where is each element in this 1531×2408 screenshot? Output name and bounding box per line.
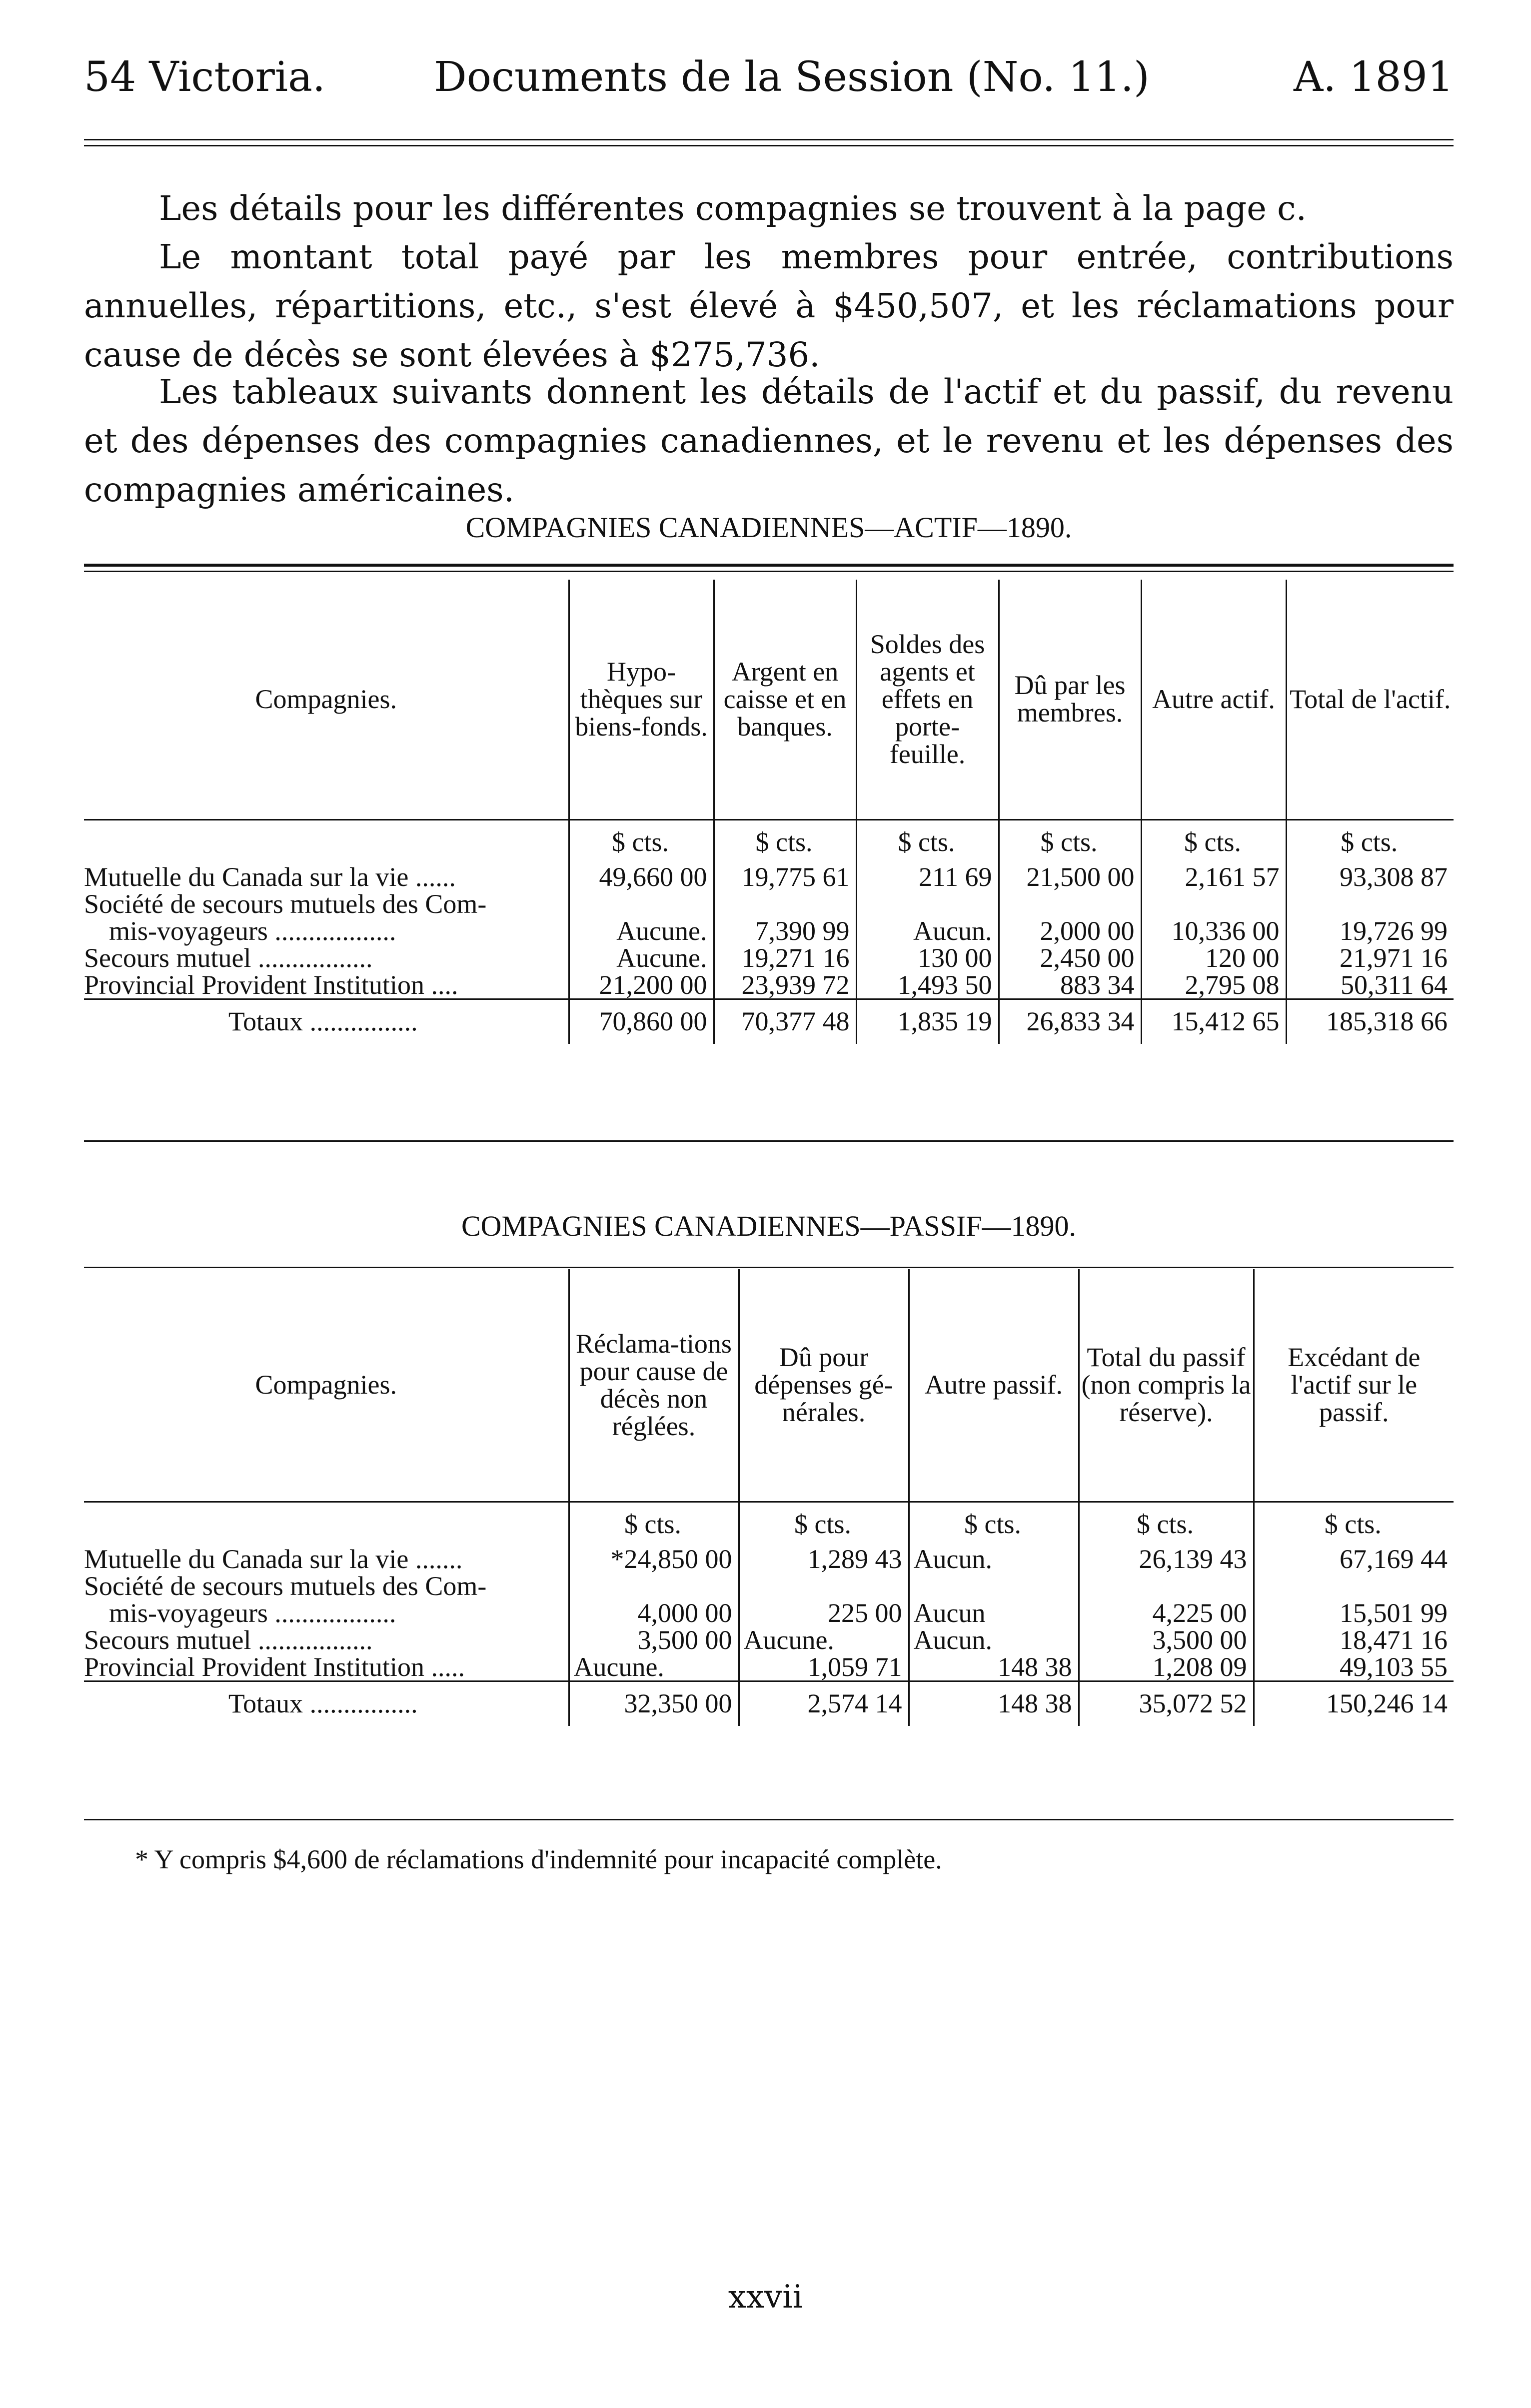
cell-value	[1141, 890, 1286, 917]
cell-value: 148 38	[909, 1653, 1079, 1681]
cell-value: 19,775 61	[714, 863, 856, 890]
cell-value: 2,161 57	[1141, 863, 1286, 890]
actif-units-row	[84, 819, 1454, 863]
col-total-actif: Total de l'actif.	[1286, 580, 1454, 819]
header-rule-double	[84, 145, 1454, 146]
cell-value	[856, 890, 999, 917]
units-cell: $ cts.	[739, 1502, 909, 1546]
passif-top-rule	[84, 1267, 1454, 1268]
page-number: xxvii	[728, 2279, 803, 2316]
total-value: 15,412 65	[1141, 999, 1286, 1044]
totals-row	[84, 1681, 1454, 1726]
units-cell	[84, 819, 569, 863]
table-row	[84, 863, 1454, 890]
total-value: 70,377 48	[714, 999, 856, 1044]
cell-value: 15,501 99	[1254, 1600, 1454, 1626]
units-cell: $ cts.	[714, 819, 856, 863]
cell-value: 21,200 00	[569, 971, 714, 999]
col-du-par-membres: Dû par les membres.	[999, 580, 1141, 819]
actif-table	[84, 580, 1454, 1044]
cell-value: 130 00	[856, 944, 999, 971]
totals-label: Totaux ................	[228, 1688, 418, 1718]
cell-value: 19,271 16	[714, 944, 856, 971]
col-compagnies: Compagnies.	[84, 580, 569, 819]
total-value: 35,072 52	[1079, 1681, 1254, 1726]
header-session: 54 Victoria.	[84, 53, 326, 101]
total-value: 26,833 34	[999, 999, 1141, 1044]
table-row	[84, 890, 1454, 917]
company-name: mis-voyageurs ..................	[109, 915, 396, 946]
passif-units-row	[84, 1502, 1454, 1546]
col-soldes: Soldes des agents et effets en porte-feuille.	[856, 580, 999, 819]
cell-value	[739, 1573, 909, 1600]
cell-value: 120 00	[1141, 944, 1286, 971]
footnote: * Y compris $4,600 de réclamations d'indemnité pour incapacité complète.	[135, 1844, 942, 1874]
cell-value: 1,208 09	[1079, 1653, 1254, 1681]
col-total-passif: Total du passif (non compris la réserve).	[1079, 1269, 1254, 1502]
col-reclamations: Réclama-tions pour cause de décès non réglées.	[569, 1269, 739, 1502]
company-name: Provincial Provident Institution .....	[84, 1653, 569, 1681]
cell-value: 2,000 00	[999, 917, 1141, 944]
cell-value: 3,500 00	[569, 1626, 739, 1653]
company-name: mis-voyageurs ..................	[109, 1598, 396, 1628]
cell-value	[909, 1573, 1079, 1600]
actif-bottom-rule	[84, 1140, 1454, 1142]
intro-paragraph-3: Les tableaux suivants donnent les détails de l'actif et du passif, du revenu et des dépenses des compagnies canadiennes, et le revenu et les dépenses des compagnies américaines.	[84, 372, 1454, 509]
passif-header-row	[84, 1269, 1454, 1502]
cell-value: Aucun.	[909, 1546, 1079, 1573]
units-cell: $ cts.	[999, 819, 1141, 863]
cell-value	[1079, 1573, 1254, 1600]
col-hypotheques: Hypo-thèques sur biens-fonds.	[569, 580, 714, 819]
cell-value: 50,311 64	[1286, 971, 1454, 999]
cell-value	[1254, 1573, 1454, 1600]
cell-value	[569, 1573, 739, 1600]
table-row	[84, 1600, 1454, 1626]
cell-value: 7,390 99	[714, 917, 856, 944]
units-cell: $ cts.	[569, 819, 714, 863]
cell-value: 21,971 16	[1286, 944, 1454, 971]
table-row	[84, 1653, 1454, 1681]
cell-value: Aucune.	[569, 917, 714, 944]
units-cell: $ cts.	[856, 819, 999, 863]
col-compagnies: Compagnies.	[84, 1269, 569, 1502]
units-cell: $ cts.	[569, 1502, 739, 1546]
cell-value: 21,500 00	[999, 863, 1141, 890]
company-name: Société de secours mutuels des Com-	[84, 888, 487, 919]
cell-value: 1,059 71	[739, 1653, 909, 1681]
col-argent: Argent en caisse et en banques.	[714, 580, 856, 819]
total-value: 185,318 66	[1286, 999, 1454, 1044]
cell-value: 49,660 00	[569, 863, 714, 890]
company-name: Provincial Provident Institution ....	[84, 971, 569, 999]
passif-table-title: COMPAGNIES CANADIENNES—PASSIF—1890.	[461, 1210, 1077, 1242]
actif-header-row	[84, 580, 1454, 819]
units-cell: $ cts.	[1254, 1502, 1454, 1546]
header-year: A. 1891	[1293, 53, 1454, 101]
cell-value: 4,000 00	[569, 1600, 739, 1626]
col-autre-passif: Autre passif.	[909, 1269, 1079, 1502]
cell-value	[569, 890, 714, 917]
cell-value: 23,939 72	[714, 971, 856, 999]
cell-value: 10,336 00	[1141, 917, 1286, 944]
cell-value: 2,795 08	[1141, 971, 1286, 999]
total-value: 2,574 14	[739, 1681, 909, 1726]
cell-value: 67,169 44	[1254, 1546, 1454, 1573]
units-cell: $ cts.	[1141, 819, 1286, 863]
units-cell: $ cts.	[1286, 819, 1454, 863]
company-name: Société de secours mutuels des Com-	[84, 1571, 487, 1601]
cell-value: Aucune.	[739, 1626, 909, 1653]
cell-value: 26,139 43	[1079, 1546, 1254, 1573]
cell-value: 1,289 43	[739, 1546, 909, 1573]
cell-value: 3,500 00	[1079, 1626, 1254, 1653]
company-name: Secours mutuel .................	[84, 942, 373, 973]
totals-label: Totaux ................	[228, 1006, 418, 1036]
cell-value	[714, 890, 856, 917]
company-name: Mutuelle du Canada sur la vie .......	[84, 1544, 463, 1574]
units-cell: $ cts.	[1079, 1502, 1254, 1546]
cell-value: *24,850 00	[569, 1546, 739, 1573]
intro-paragraph-2: Le montant total payé par les membres pour entrée, contributions annuelles, répartitions, etc., s'est élevé à $450,507, et les réclamations pour cause de décès se sont élevées à $275,736.	[84, 237, 1454, 374]
company-name: Mutuelle du Canada sur la vie ......	[84, 861, 456, 892]
actif-top-rule	[84, 564, 1454, 567]
cell-value: Aucune.	[569, 1653, 739, 1681]
intro-paragraph-1: Les détails pour les différentes compagnies se trouvent à la page c.	[159, 189, 1307, 228]
header-rule	[84, 139, 1454, 140]
totals-row	[84, 999, 1454, 1044]
page-header	[84, 50, 1454, 105]
table-row	[84, 971, 1454, 999]
cell-value: 883 34	[999, 971, 1141, 999]
col-autre-actif: Autre actif.	[1141, 580, 1286, 819]
cell-value	[999, 890, 1141, 917]
cell-value: 49,103 55	[1254, 1653, 1454, 1681]
col-excedant: Excédant de l'actif sur le passif.	[1254, 1269, 1454, 1502]
cell-value	[1286, 890, 1454, 917]
table-row	[84, 944, 1454, 971]
cell-value: 1,493 50	[856, 971, 999, 999]
passif-bottom-rule	[84, 1819, 1454, 1820]
cell-value: Aucun.	[856, 917, 999, 944]
header-document-title: Documents de la Session (No. 11.)	[434, 53, 1150, 101]
company-name: Secours mutuel .................	[84, 1624, 373, 1655]
col-du-pour-depenses: Dû pour dépenses gé-nérales.	[739, 1269, 909, 1502]
total-value: 1,835 19	[856, 999, 999, 1044]
actif-top-rule-2	[84, 571, 1454, 572]
actif-table-title: COMPAGNIES CANADIENNES—ACTIF—1890.	[465, 511, 1072, 544]
cell-value: Aucun	[909, 1600, 1079, 1626]
units-cell: $ cts.	[909, 1502, 1079, 1546]
cell-value: Aucun.	[909, 1626, 1079, 1653]
cell-value: 4,225 00	[1079, 1600, 1254, 1626]
table-row	[84, 1546, 1454, 1573]
total-value: 32,350 00	[569, 1681, 739, 1726]
total-value: 150,246 14	[1254, 1681, 1454, 1726]
cell-value: 19,726 99	[1286, 917, 1454, 944]
table-row	[84, 1626, 1454, 1653]
cell-value: 225 00	[739, 1600, 909, 1626]
cell-value: 93,308 87	[1286, 863, 1454, 890]
table-row	[84, 1573, 1454, 1600]
cell-value: Aucune.	[569, 944, 714, 971]
passif-table	[84, 1269, 1454, 1726]
total-value: 70,860 00	[569, 999, 714, 1044]
cell-value: 211 69	[856, 863, 999, 890]
cell-value: 2,450 00	[999, 944, 1141, 971]
cell-value: 18,471 16	[1254, 1626, 1454, 1653]
units-cell	[84, 1502, 569, 1546]
table-row	[84, 917, 1454, 944]
total-value: 148 38	[909, 1681, 1079, 1726]
